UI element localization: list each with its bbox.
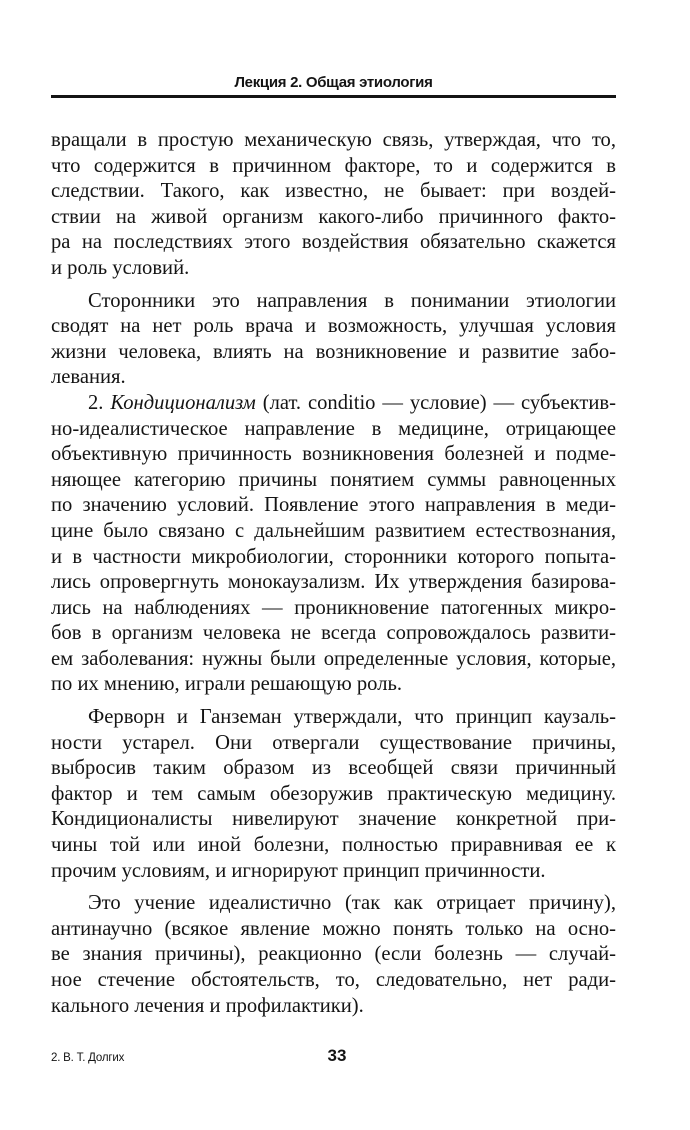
paragraph-4 bbox=[51, 705, 616, 884]
text-line: но-идеалистическое направление в медицине, отрицающее bbox=[51, 417, 616, 440]
text-line: объективную причинность возникновения болезней и подме- bbox=[51, 443, 616, 466]
text-line: левания. bbox=[51, 366, 126, 389]
text-line: ствии на живой организм какого-либо причинного факто- bbox=[51, 205, 616, 228]
paragraph-1 bbox=[51, 128, 616, 282]
main-text bbox=[51, 128, 616, 1019]
text-line: что содержится в причинном факторе, то и содержится в bbox=[51, 154, 616, 177]
running-title: Лекция 2. Общая этиология bbox=[234, 74, 433, 91]
term-definition: (лат. conditio — условие) — субъектив- bbox=[262, 391, 616, 414]
paragraph-5 bbox=[51, 891, 616, 1019]
text-line: по значению условий. Появление этого направления в меди- bbox=[51, 494, 616, 517]
text-line: Кондиционалисты нивелируют значение конкретной при- bbox=[51, 808, 616, 831]
list-number: 2. bbox=[88, 391, 104, 414]
paragraph-3 bbox=[51, 391, 616, 698]
signature-mark: 2. В. Т. Долгих bbox=[51, 1052, 125, 1064]
text-line: бов в организм человека не всегда сопровождалось развити- bbox=[51, 622, 616, 645]
text-line: няющее категорию причины понятием суммы равноценных bbox=[51, 468, 616, 491]
text-line: ем заболевания: нужны были определенные условия, которые, bbox=[51, 647, 616, 670]
text-line: вращали в простую механическую связь, утверждая, что то, bbox=[51, 129, 616, 151]
paragraph-2 bbox=[51, 289, 616, 391]
text-line: прочим условиям, и игнорируют принцип причинности. bbox=[51, 859, 546, 882]
text-line: ве знания причины), реакционно (если болезнь — случай- bbox=[51, 943, 616, 966]
text-line: и роль условий. bbox=[51, 256, 190, 279]
text-line: сводят на нет роль врача и возможность, улучшая условия bbox=[51, 315, 616, 338]
text-line: лись на наблюдениях — проникновение патогенных микро- bbox=[51, 596, 616, 619]
text-line: чины той или иной болезни, полностью приравнивая ее к bbox=[51, 834, 616, 857]
text-line: фактор и тем самым обезоружив практическую медицину. bbox=[51, 782, 616, 805]
text-line: лись опровергнуть монокаузализм. Их утверждения базирова- bbox=[51, 571, 616, 594]
text-line: антинаучно (всякое явление можно понять только на осно- bbox=[51, 917, 616, 940]
text-line: следствии. Такого, как известно, не бывает: при воздей- bbox=[51, 180, 616, 203]
text-line: Это учение идеалистично (так как отрицает причину), bbox=[88, 892, 616, 915]
text-line bbox=[51, 391, 616, 417]
text-line: Сторонники это направления в понимании этиологии bbox=[88, 289, 616, 312]
text-line: по их мнению, играли решающую роль. bbox=[51, 673, 403, 696]
text-line: ра на последствиях этого воздействия обязательно скажется bbox=[51, 231, 616, 254]
page-number: 33 bbox=[327, 1046, 347, 1065]
term-conditionalism: Кондиционализм bbox=[110, 391, 256, 414]
text-line: ное стечение обстоятельств, то, следовательно, нет ради- bbox=[51, 969, 616, 991]
text-line: Ферворн и Ганземан утверждали, что принцип каузаль- bbox=[88, 706, 616, 729]
text-line: цине было связано с дальнейшим развитием естествознания, bbox=[51, 519, 616, 542]
text-line: выбросив таким образом из всеобщей связи причинный bbox=[51, 757, 616, 780]
text-line: кального лечения и профилактики). bbox=[51, 994, 364, 1017]
text-line: ности устарел. Они отвергали существование причины, bbox=[51, 731, 616, 754]
text-line: и в частности микробиологии, сторонники которого попыта- bbox=[51, 545, 616, 568]
text-line: жизни человека, влиять на возникновение и развитие забо- bbox=[51, 340, 616, 363]
running-header bbox=[51, 74, 616, 98]
